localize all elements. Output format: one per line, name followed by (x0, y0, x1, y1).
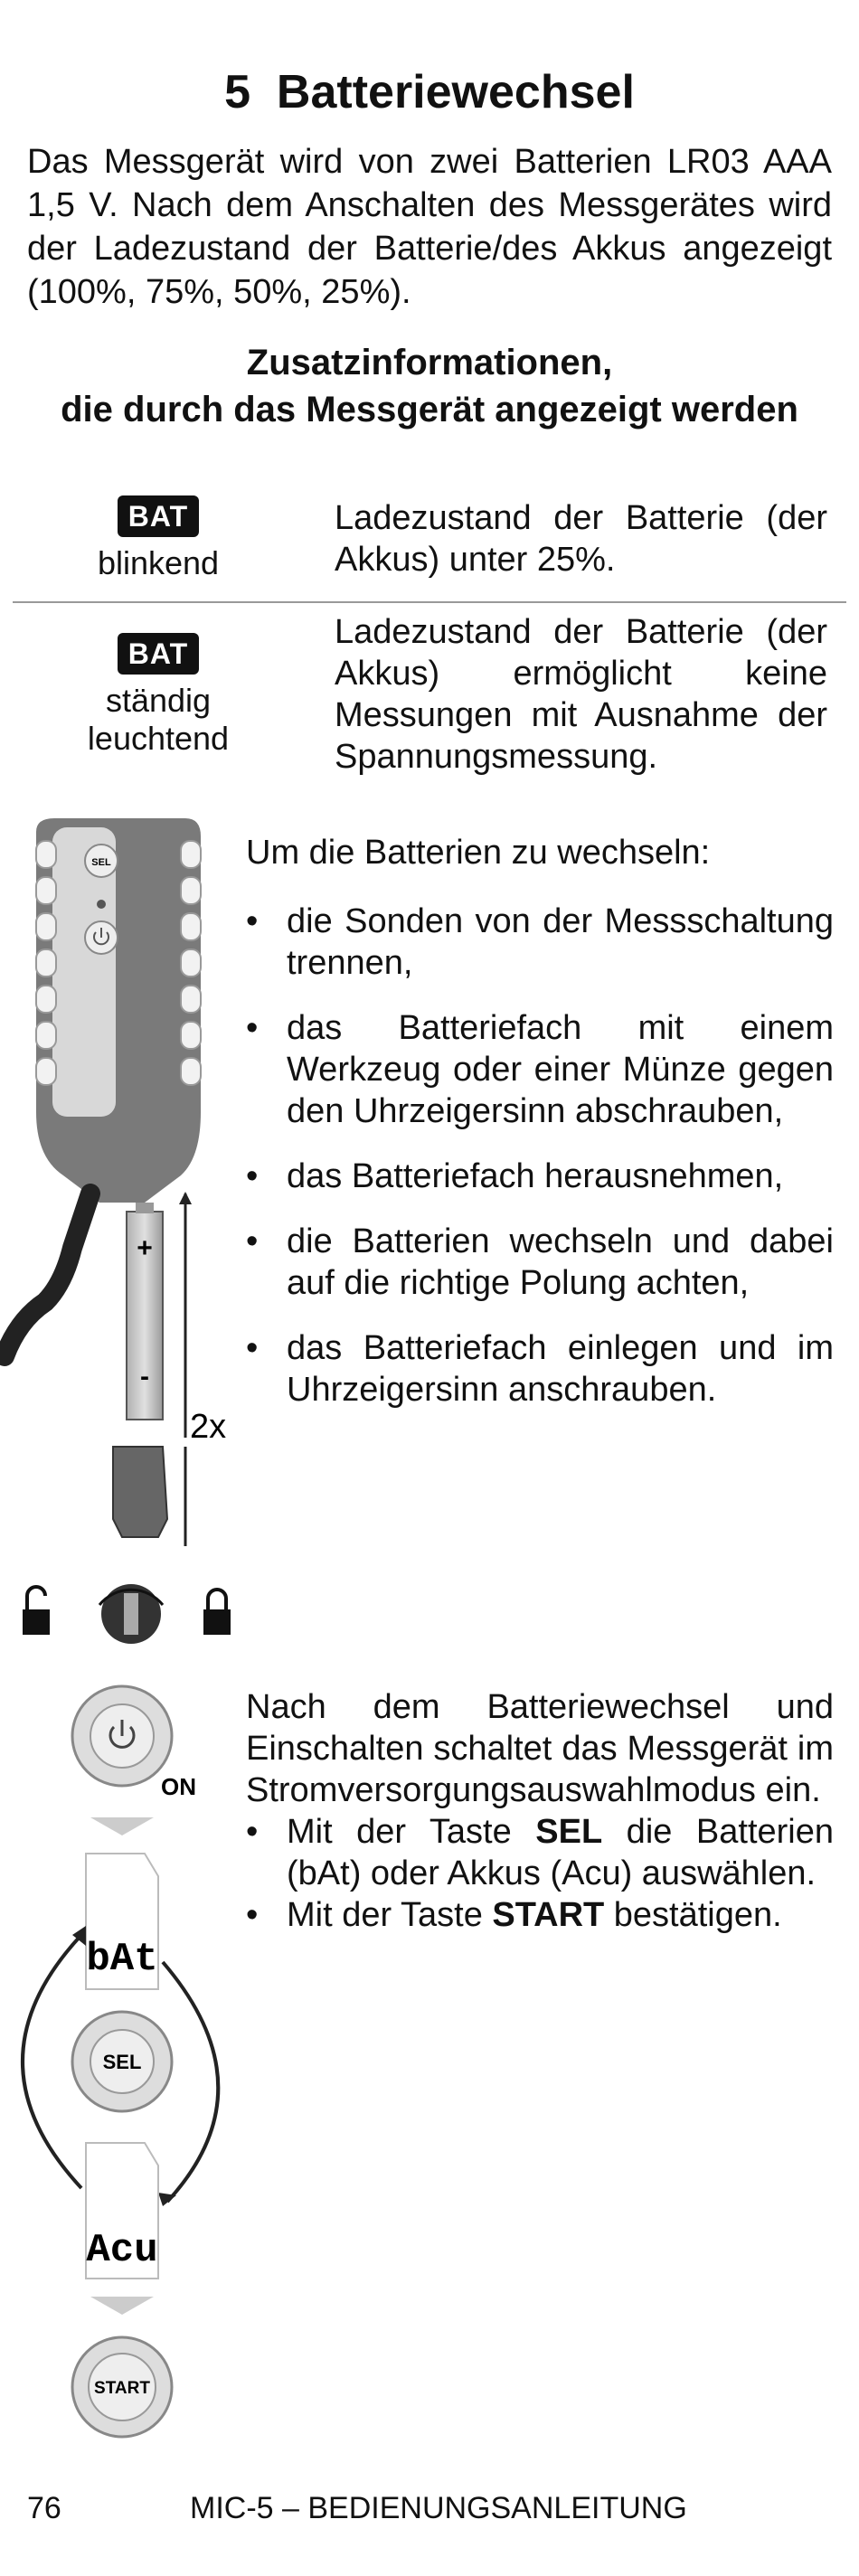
step-text: die Batterien (bAt) oder Akkus (Acu) auswählen. (287, 1813, 835, 1892)
battery-terminal (136, 1203, 154, 1213)
power-selection-illustration (0, 1682, 244, 2459)
list-item (246, 1811, 834, 1894)
change-intro: Um die Batterien zu wechseln: (246, 834, 711, 872)
after-change-text: Nach dem Batteriewechsel und Einschalten schaltet das Messgerät im Stromversorgungsauswahlmodus ein. (246, 1688, 834, 1809)
section-number: 5 (224, 66, 251, 118)
sel-button-label: SEL (91, 857, 111, 868)
list-item (246, 1894, 834, 1936)
indicator-label: ständig leuchtend (87, 682, 230, 757)
sel-button-label: SEL (102, 2051, 142, 2073)
on-label: ON (161, 1773, 196, 1800)
unlock-icon (23, 1609, 50, 1635)
lock-icon (203, 1609, 231, 1635)
start-button-label: START (94, 2379, 150, 2398)
arrow-head-icon (179, 1192, 192, 1204)
change-steps-list (246, 901, 834, 1411)
indicator-description: Ladezustand der Batterie (der Akkus) ermöglicht keine Messungen mit Ausnahme der Spannungsmessung. (335, 613, 827, 776)
selection-steps-list (246, 1811, 834, 1936)
footer-title: MIC-5 – BEDIENUNGSANLEITUNG (190, 2491, 687, 2525)
intro-paragraph: Das Messgerät wird von zwei Batterien LR03 AAA 1,5 V. Nach dem Anschalten des Messgerätes wird der Ladezustand der Batterie/des Akkus angezeigt (100%, 75%, 50%, 25%). (27, 143, 832, 311)
list-item: • die Sonden von der Messschaltung trennen, (246, 901, 834, 984)
key-name: START (492, 1896, 605, 1934)
list-item: • das Batteriefach einlegen und im Uhrzeigersinn anschrauben. (246, 1327, 834, 1411)
step-text: bestätigen. (604, 1896, 782, 1934)
info-subheading (0, 339, 859, 433)
list-item: • die Batterien wechseln und dabei auf die richtige Polung achten, (246, 1221, 834, 1304)
subheading-line-2: die durch das Messgerät angezeigt werden (61, 390, 798, 429)
led-icon (97, 900, 106, 909)
section-heading (0, 65, 859, 119)
bat-badge-icon: BAT (118, 495, 199, 537)
battery-count-label: 2x (190, 1408, 227, 1446)
slot-icon (124, 1593, 138, 1635)
section-title: Batteriewechsel (276, 66, 635, 118)
acu-display-text: Acu (86, 2228, 158, 2273)
step-text: Mit der Taste (287, 1813, 536, 1851)
page-number: 76 (27, 2491, 61, 2525)
indicator-label: blinkend (97, 544, 220, 581)
key-name: SEL (535, 1813, 603, 1851)
battery-minus-label: - (140, 1362, 149, 1392)
after-change-section (246, 1686, 834, 1936)
bat-badge-icon: BAT (118, 633, 199, 675)
bat-display-text: bAt (86, 1937, 158, 1982)
indicator-steady (36, 633, 280, 758)
step-text: Mit der Taste (287, 1896, 493, 1934)
down-arrow-icon (90, 2297, 154, 2315)
battery-change-illustration (0, 814, 244, 1628)
battery-plus-label: + (137, 1233, 153, 1263)
indicator-description: Ladezustand der Batterie (der Akkus) unter 25%. (335, 499, 827, 579)
list-item: • das Batteriefach herausnehmen, (246, 1156, 834, 1197)
cycle-arrow-right (163, 1962, 218, 2202)
change-instructions (246, 832, 834, 1434)
unlock-lock-illustration (18, 1555, 244, 1655)
battery-compartment-icon (113, 1447, 167, 1537)
indicator-blinking (36, 495, 280, 582)
unlock-shackle (27, 1587, 45, 1609)
cable (5, 1194, 90, 1356)
table-divider (13, 601, 846, 603)
lock-shackle (208, 1590, 226, 1609)
list-item: • das Batteriefach mit einem Werkzeug oder einer Münze gegen den Uhrzeigersinn abschrauben, (246, 1007, 834, 1132)
down-arrow-icon (90, 1817, 154, 1835)
subheading-line-1: Zusatzinformationen, (246, 343, 613, 382)
